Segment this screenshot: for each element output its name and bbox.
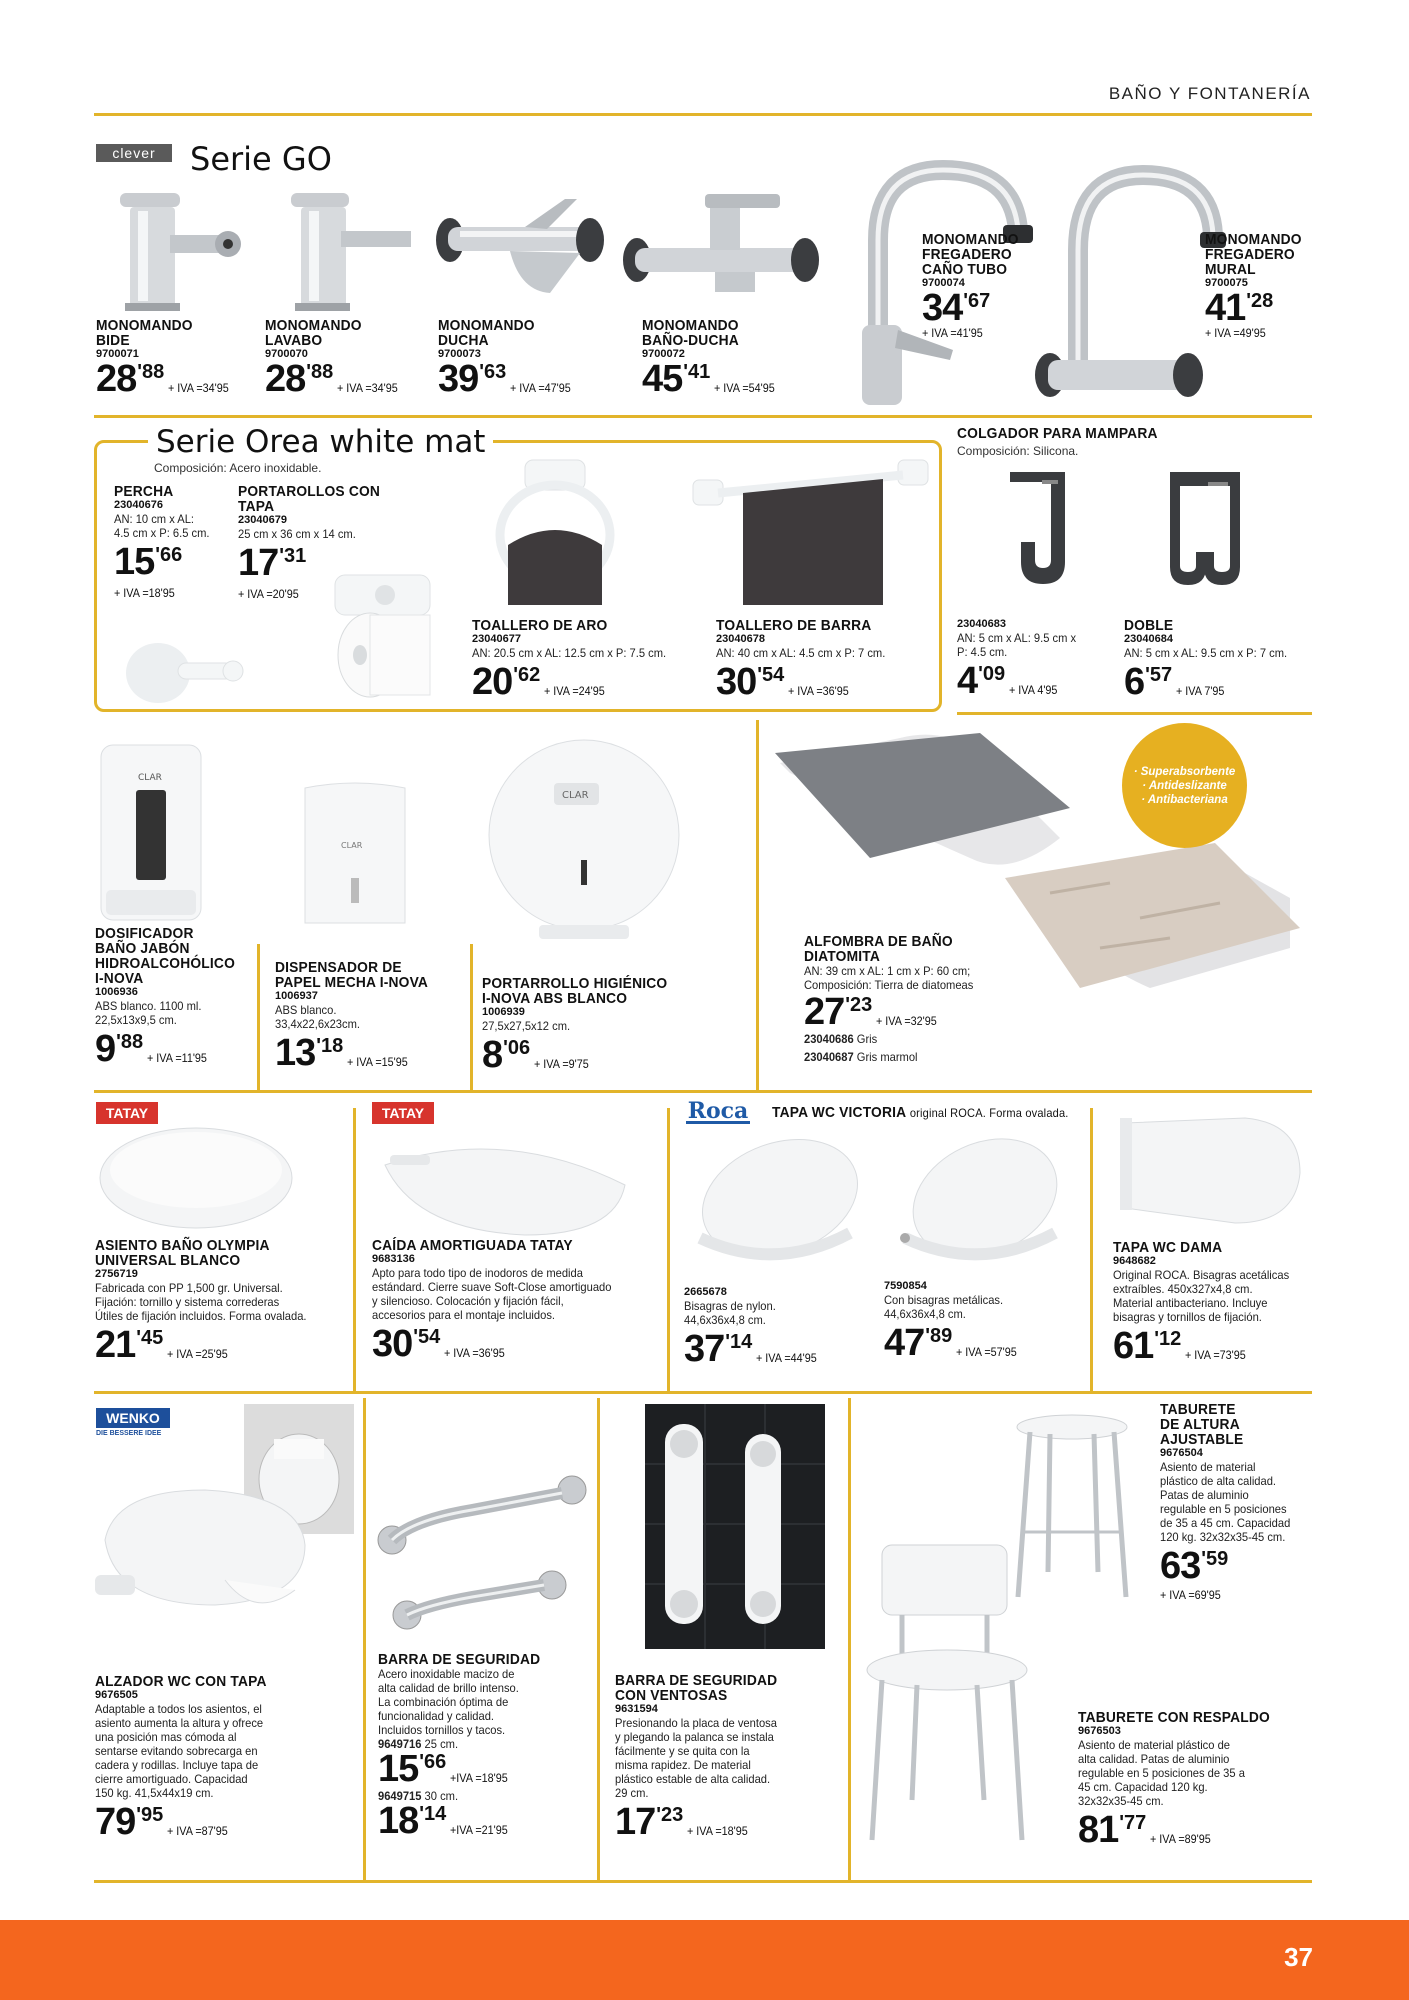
price — [472, 661, 681, 703]
product-desc: Asiento de material plástico de alta calidad. Patas de aluminio regulable en 5 posiciones de 35 a 45 cm. Capacidad 120 kg. 32x32x35-45 cm. — [1160, 1460, 1291, 1544]
price-int: 8 — [482, 1034, 503, 1076]
product-name: CAÍDA AMORTIGUADA TATAY — [372, 1237, 573, 1254]
price-iva: + IVA =18'95 — [114, 586, 175, 600]
price — [95, 1028, 247, 1070]
price-iva: + IVA =36'95 — [444, 1346, 506, 1360]
product-tapa-victoria-metal — [884, 1280, 1024, 1364]
product-code: 1006936 — [95, 986, 138, 998]
variant-size: 30 cm. — [424, 1789, 459, 1803]
product-name: PERCHA — [114, 483, 174, 500]
price-iva: + IVA =25'95 — [167, 1347, 229, 1361]
variant-label: Gris — [856, 1032, 878, 1046]
divider — [257, 944, 260, 1090]
divider — [94, 113, 1312, 116]
price-dec: '14 — [419, 1803, 447, 1825]
portarrollo-higienico-image — [484, 735, 684, 955]
price — [684, 1328, 824, 1370]
product-desc: Apto para todo tipo de inodoros de medida estándard. Cierre suave Soft-Close amortiguado y silencioso. Colocación y fijación fácil, accesorios para el montaje incluidos. — [372, 1266, 612, 1322]
price-dec: '06 — [503, 1037, 531, 1059]
price-int: 30 — [372, 1323, 413, 1365]
price-dec: '62 — [513, 664, 541, 686]
price — [615, 1801, 791, 1843]
price-int: 17 — [238, 542, 279, 584]
roca-title-text: TAPA WC VICTORIA — [772, 1104, 906, 1121]
product-fregadero-cano-tubo — [922, 232, 1042, 342]
price — [957, 660, 1117, 702]
serie-go-title: Serie GO — [190, 140, 332, 178]
product-desc: 25 cm x 36 cm x 14 cm. — [238, 527, 356, 541]
price — [95, 1801, 282, 1843]
barra-ventosas-image — [645, 1404, 825, 1649]
product-colgador-doble — [1124, 617, 1299, 703]
product-name: TABURETE CON RESPALDO — [1078, 1709, 1270, 1726]
divider — [470, 944, 473, 1090]
tatay-logo: TATAY — [96, 1102, 158, 1124]
product-desc: ABS blanco. 33,4x22,6x23cm. — [275, 1003, 360, 1031]
price — [1124, 661, 1299, 703]
product-code: 23040684 — [1124, 633, 1173, 645]
serie-orea-subtitle: Composición: Acero inoxidable. — [154, 461, 322, 475]
price-int: 61 — [1113, 1325, 1154, 1367]
price-dec: '45 — [136, 1327, 164, 1349]
alzador-wc-image — [95, 1480, 320, 1620]
product-code: 9631594 — [615, 1703, 658, 1715]
price — [275, 1032, 441, 1074]
divider — [94, 1090, 1312, 1093]
barra-seguridad-image — [372, 1465, 597, 1650]
price-int: 21 — [95, 1324, 136, 1366]
product-code: 23040678 — [716, 633, 765, 645]
product-name: DOSIFICADOR BAÑO JABÓN HIDROALCOHÓLICO I-NOVA — [95, 925, 235, 987]
product-code: 9700070 — [265, 348, 308, 360]
price-iva: + IVA =47'95 — [510, 381, 572, 395]
product-name: MONOMANDO LAVABO — [265, 317, 362, 349]
product-name: DISPENSADOR DE PAPEL MECHA I-NOVA — [275, 959, 429, 991]
price-iva: +IVA =18'95 — [450, 1771, 509, 1785]
product-code: 9700074 — [922, 277, 965, 289]
product-name: DOBLE — [1124, 617, 1174, 634]
price-dec: '12 — [1154, 1328, 1182, 1350]
price-dec: '88 — [116, 1031, 144, 1053]
price-dec: '28 — [1246, 290, 1274, 312]
product-code: 9648682 — [1113, 1255, 1156, 1267]
price-dec: '09 — [978, 663, 1006, 685]
divider — [353, 1108, 356, 1391]
product-desc: Bisagras de nylon. 44,6x36x4,8 cm. — [684, 1299, 776, 1327]
product-alzador-wc — [95, 1673, 282, 1843]
product-code: 7590854 — [884, 1280, 927, 1292]
price-iva: + IVA =32'95 — [876, 1014, 938, 1028]
price-int: 47 — [884, 1322, 925, 1364]
fregadero-mural-image — [1028, 160, 1218, 405]
product-desc: ABS blanco. 1100 ml. 22,5x13x9,5 cm. — [95, 999, 202, 1027]
product-toallero-aro — [472, 617, 681, 703]
price — [1160, 1545, 1280, 1604]
price — [922, 287, 1042, 342]
price-iva: + IVA =41'95 — [922, 326, 983, 340]
page-number: 37 — [1284, 1942, 1313, 1972]
caida-amortiguada-image — [375, 1135, 635, 1240]
divider — [363, 1398, 366, 1880]
variant-row — [378, 1789, 542, 1803]
price — [372, 1323, 629, 1365]
price-int: 45 — [642, 358, 683, 400]
product-asiento-olympia — [95, 1237, 322, 1366]
price-int: 4 — [957, 660, 978, 702]
product-desc: Con bisagras metálicas. 44,6x36x4,8 cm. — [884, 1293, 1004, 1321]
price-iva: + IVA =69'95 — [1160, 1588, 1221, 1602]
product-code: 1006939 — [482, 1006, 525, 1018]
price-dec: '95 — [136, 1804, 164, 1826]
product-desc: Presionando la placa de ventosa y plegando la palanca se instala fácilmente y se quita con la misma rapidez. De material plástico estable de alta calidad. 29 cm. — [615, 1716, 777, 1800]
product-dispensador-mecha — [275, 959, 441, 1074]
price-int: 13 — [275, 1032, 316, 1074]
price-dec: '18 — [316, 1035, 344, 1057]
alfombra-marmol-image — [1000, 838, 1300, 1008]
price-dec: '31 — [279, 545, 307, 567]
product-name: MONOMANDO BAÑO-DUCHA — [642, 317, 739, 349]
variant-row — [378, 1737, 542, 1751]
price-int: 39 — [438, 358, 479, 400]
product-name: MONOMANDO FREGADERO MURAL — [1205, 231, 1302, 278]
section-title: BAÑO Y FONTANERÍA — [1108, 84, 1311, 103]
price-int: 79 — [95, 1801, 136, 1843]
badge-item: · Antibacteriana — [1141, 793, 1228, 806]
toallero-aro-image — [490, 455, 625, 610]
product-portarrollo-higienico — [482, 975, 683, 1076]
price — [1205, 287, 1325, 342]
price — [482, 1034, 683, 1076]
price — [378, 1748, 554, 1790]
product-code: 9700072 — [642, 348, 685, 360]
price-dec: '57 — [1145, 664, 1173, 686]
divider — [597, 1398, 600, 1880]
price-iva: + IVA =34'95 — [337, 381, 399, 395]
variant-code: 23040687 — [804, 1050, 854, 1064]
price-int: 41 — [1205, 287, 1246, 329]
price-iva: + IVA =44'95 — [756, 1351, 818, 1365]
price — [96, 358, 236, 400]
product-name: PORTAROLLOS CON TAPA — [238, 483, 381, 515]
lavabo-faucet-image — [283, 185, 418, 315]
price-iva: + IVA =11'95 — [147, 1051, 208, 1065]
variant-code: 9649715 — [378, 1789, 422, 1803]
portarollos-image — [330, 565, 445, 705]
product-code: 9683136 — [372, 1253, 415, 1265]
ducha-faucet-image — [430, 195, 605, 305]
price-int: 15 — [378, 1748, 419, 1790]
product-dosificador — [95, 925, 247, 1070]
price-int: 34 — [922, 287, 963, 329]
price — [642, 358, 782, 400]
product-code: 23040679 — [238, 514, 287, 526]
product-name: TOALLERO DE ARO — [472, 617, 608, 634]
tapa-dama-image — [1115, 1108, 1305, 1238]
price-dec: '23 — [845, 994, 873, 1016]
product-name: MONOMANDO DUCHA — [438, 317, 535, 349]
clever-logo: clever — [96, 144, 172, 162]
price-int: 18 — [378, 1800, 419, 1842]
product-code: 2756719 — [95, 1268, 138, 1280]
price-iva: + IVA =57'95 — [956, 1345, 1018, 1359]
price-iva: +IVA =21'95 — [450, 1823, 509, 1837]
tapa-victoria-nylon-image — [685, 1138, 865, 1273]
price-int: 15 — [114, 541, 155, 583]
colgador-subtitle: Composición: Silicona. — [957, 444, 1079, 458]
colgador-simple-image — [1000, 462, 1080, 592]
price-dec: '88 — [137, 361, 165, 383]
price-iva: + IVA =87'95 — [167, 1824, 229, 1838]
price-int: 30 — [716, 661, 757, 703]
tatay-logo: TATAY — [372, 1102, 434, 1124]
divider — [848, 1398, 851, 1880]
asiento-olympia-image — [96, 1120, 296, 1235]
price — [114, 541, 234, 602]
price-int: 63 — [1160, 1545, 1201, 1587]
price-dec: '63 — [479, 361, 507, 383]
price-iva: + IVA 7'95 — [1176, 684, 1225, 698]
price-iva: + IVA =73'95 — [1185, 1348, 1247, 1362]
product-name: ASIENTO BAÑO OLYMPIA UNIVERSAL BLANCO — [95, 1237, 270, 1269]
svg-text:CLAR: CLAR — [341, 841, 363, 850]
price-int: 17 — [615, 1801, 656, 1843]
variant-row — [804, 1050, 973, 1064]
product-desc: Original ROCA. Bisagras acetálicas extraíbles. 450x327x4,8 cm. Material antibacteriano. Incluye bisagras y tornillos de fijación. — [1113, 1268, 1290, 1324]
price-dec: '23 — [656, 1804, 684, 1826]
dosificador-image — [96, 740, 206, 925]
product-name: MONOMANDO BIDE — [96, 317, 193, 349]
tapa-victoria-metal-image — [890, 1138, 1070, 1273]
divider — [94, 415, 1312, 418]
bano-ducha-faucet-image — [615, 190, 835, 310]
product-code: 23040677 — [472, 633, 521, 645]
divider — [756, 720, 759, 1090]
price — [265, 358, 405, 400]
product-colgador-simple — [957, 618, 1117, 702]
price-iva: + IVA =20'95 — [238, 587, 299, 601]
variant-code: 9649716 — [378, 1737, 422, 1751]
price-dec: '89 — [925, 1325, 953, 1347]
price-iva: + IVA =54'95 — [714, 381, 776, 395]
product-barra-ventosas — [615, 1672, 791, 1843]
price-dec: '54 — [413, 1326, 441, 1348]
wenko-logo: WENKO — [96, 1408, 170, 1428]
product-code: 9676503 — [1078, 1725, 1121, 1737]
product-monomando-bide — [96, 317, 236, 400]
price-dec: '59 — [1201, 1548, 1229, 1570]
bide-faucet-image — [110, 185, 250, 315]
price-iva: + IVA =34'95 — [168, 381, 230, 395]
price-dec: '54 — [757, 664, 785, 686]
product-code: 9676505 — [95, 1689, 138, 1701]
product-code: 9700071 — [96, 348, 139, 360]
variant-label: Gris marmol — [856, 1050, 918, 1064]
price-iva: + IVA 4'95 — [1009, 683, 1058, 697]
product-tapa-victoria-nylon — [684, 1286, 824, 1370]
product-percha — [114, 484, 234, 602]
price-int: 37 — [684, 1328, 725, 1370]
price-int: 81 — [1078, 1809, 1119, 1851]
product-name: TOALLERO DE BARRA — [716, 617, 872, 634]
product-desc: AN: 20.5 cm x AL: 12.5 cm x P: 7.5 cm. — [472, 646, 667, 660]
product-taburete-ajustable — [1160, 1402, 1310, 1604]
product-desc: Adaptable a todos los asientos, el asiento aumenta la altura y ofrece una posición mas cómoda al sentarse evitando sobrecarga en cadera y rodillas. Incluye tapa de cierre amortiguado. Capacidad 150 kg. 41,5x44x19 cm. — [95, 1702, 264, 1800]
price-int: 28 — [96, 358, 137, 400]
clar-logo-text: CLAR — [138, 773, 162, 783]
price-dec: '66 — [155, 544, 183, 566]
product-desc: AN: 10 cm x AL: 4.5 cm x P: 6.5 cm. — [114, 512, 210, 540]
price-dec: '66 — [419, 1751, 447, 1773]
product-name: ALZADOR WC CON TAPA — [95, 1673, 267, 1690]
product-monomando-bano-ducha — [642, 317, 782, 400]
product-fregadero-mural — [1205, 232, 1325, 342]
divider — [94, 1391, 1312, 1394]
price-dec: '77 — [1119, 1812, 1147, 1834]
price-dec: '88 — [306, 361, 334, 383]
product-desc: AN: 5 cm x AL: 9.5 cm x P: 4.5 cm. — [957, 631, 1077, 659]
dispensador-mecha-image — [295, 778, 415, 933]
colgador-title: COLGADOR PARA MAMPARA — [957, 425, 1158, 442]
price-dec: '14 — [725, 1331, 753, 1353]
serie-orea-title: Serie Orea white mat — [148, 424, 493, 460]
price-iva: + IVA =24'95 — [544, 684, 606, 698]
product-name: PORTARROLLO HIGIÉNICO I-NOVA ABS BLANCO — [482, 975, 668, 1007]
variant-row — [804, 1032, 973, 1046]
price-int: 9 — [95, 1028, 116, 1070]
price-int: 28 — [265, 358, 306, 400]
price-iva: + IVA =49'95 — [1205, 326, 1266, 340]
price-int: 27 — [804, 991, 845, 1033]
product-tapa-dama — [1113, 1239, 1302, 1367]
price — [1078, 1809, 1287, 1851]
badge-item: · Antideslizante — [1142, 779, 1227, 792]
price — [716, 661, 898, 703]
product-code: 2665678 — [684, 1286, 727, 1298]
price-dec: '67 — [963, 290, 991, 312]
product-alfombra-diatomita — [804, 934, 986, 1064]
product-name: BARRA DE SEGURIDAD CON VENTOSAS — [615, 1672, 778, 1704]
roca-logo: Roca — [687, 1098, 749, 1124]
roca-title — [772, 1105, 1069, 1121]
taburete-respaldo-image — [862, 1540, 1037, 1850]
product-code: 9700073 — [438, 348, 481, 360]
features-badge — [1122, 723, 1247, 848]
product-desc: Asiento de material plástico de alta calidad. Patas de aluminio regulable en 5 posiciones de 35 a 45 cm. Capacidad 120 kg. 32x32x35-45 cm. — [1078, 1738, 1245, 1808]
product-barra-seguridad — [378, 1651, 554, 1842]
product-toallero-barra — [716, 617, 898, 703]
product-monomando-ducha — [438, 317, 578, 400]
roca-subtitle: original ROCA. Forma ovalada. — [909, 1106, 1069, 1120]
product-taburete-respaldo — [1078, 1709, 1287, 1851]
product-code: 1006937 — [275, 990, 318, 1002]
product-code: 9676504 — [1160, 1447, 1203, 1459]
percha-image — [118, 635, 253, 705]
price-iva: + IVA =9'75 — [534, 1057, 589, 1071]
wenko-tagline: DIE BESSERE IDEE — [96, 1430, 162, 1437]
product-name: BARRA DE SEGURIDAD — [378, 1651, 541, 1668]
product-desc: AN: 5 cm x AL: 9.5 cm x P: 7 cm. — [1124, 646, 1288, 660]
svg-text:CLAR: CLAR — [562, 790, 589, 801]
price — [378, 1800, 554, 1842]
price-iva: + IVA =36'95 — [788, 684, 850, 698]
badge-item: · Superabsorbente — [1133, 765, 1236, 778]
product-name: MONOMANDO FREGADERO CAÑO TUBO — [922, 231, 1019, 278]
product-desc: Fabricada con PP 1,500 gr. Universal. Fijación: tornillo y sistema correderas Útiles de fijación incluidos. Forma ovalada. — [95, 1281, 307, 1323]
price-iva: + IVA =15'95 — [347, 1055, 409, 1069]
footer-bar — [0, 1920, 1409, 2000]
product-caida-amortiguada — [372, 1237, 629, 1365]
divider — [1090, 1108, 1093, 1391]
product-code: 23040683 — [957, 618, 1006, 630]
product-desc: AN: 40 cm x AL: 4.5 cm x P: 7 cm. — [716, 646, 886, 660]
price — [884, 1322, 1024, 1364]
price — [1113, 1325, 1302, 1367]
product-code: 23040676 — [114, 499, 163, 511]
divider — [94, 1880, 1312, 1883]
price-iva: + IVA =89'95 — [1150, 1832, 1212, 1846]
variant-code: 23040686 — [804, 1032, 854, 1046]
product-monomando-lavabo — [265, 317, 405, 400]
price-int: 6 — [1124, 661, 1145, 703]
product-desc: AN: 39 cm x AL: 1 cm x P: 60 cm; Composición: Tierra de diatomeas — [804, 964, 974, 992]
divider — [957, 712, 1312, 715]
variant-size: 25 cm. — [424, 1737, 459, 1751]
price-int: 20 — [472, 661, 513, 703]
price — [804, 991, 986, 1033]
colgador-doble-image — [1150, 462, 1260, 592]
divider — [667, 1108, 670, 1391]
product-name: TABURETE DE ALTURA AJUSTABLE — [1160, 1401, 1244, 1448]
price — [438, 358, 578, 400]
product-code: 9700075 — [1205, 277, 1248, 289]
price — [95, 1324, 322, 1366]
product-desc: 27,5x27,5x12 cm. — [482, 1019, 571, 1033]
product-name: ALFOMBRA DE BAÑO DIATOMITA — [804, 933, 953, 965]
price-iva: + IVA =18'95 — [687, 1824, 749, 1838]
price-dec: '41 — [683, 361, 711, 383]
product-desc: Acero inoxidable macizo de alta calidad de brillo intenso. La combinación óptima de funcionalidad y calidad. Incluidos tornillos y tacos. — [378, 1667, 519, 1737]
toallero-barra-image — [688, 455, 938, 610]
product-name: TAPA WC DAMA — [1113, 1239, 1223, 1256]
